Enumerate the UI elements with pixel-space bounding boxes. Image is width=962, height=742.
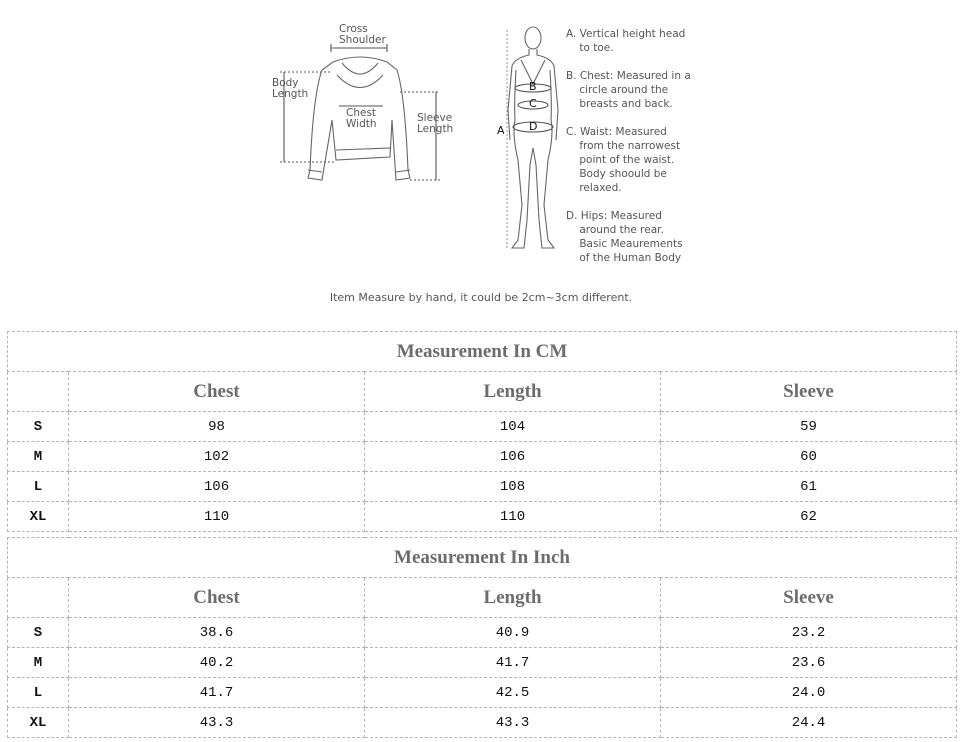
measurement-diagram [0, 0, 962, 325]
chest-cell: 40.2 [69, 648, 365, 678]
sleeve-cell: 59 [661, 412, 957, 442]
sleeve-cell: 24.4 [661, 708, 957, 738]
marker-a: A [497, 124, 505, 137]
cm-header-blank [8, 372, 69, 412]
cm-table-title: Measurement In CM [8, 332, 957, 372]
body-length-label: Body Length [272, 77, 309, 100]
cross-shoulder-label: Cross Shoulder [339, 23, 386, 46]
size-cell: M [8, 648, 69, 678]
chest-cell: 38.6 [69, 618, 365, 648]
table-row [8, 708, 957, 738]
length-cell: 104 [365, 412, 661, 442]
marker-d: D [529, 120, 538, 133]
inch-table-title: Measurement In Inch [8, 538, 957, 578]
table-row [8, 502, 957, 532]
definition-d: D. Hips: Measured around the rear. Basic Meaurements of the Human Body [566, 210, 683, 264]
table-row [8, 412, 957, 442]
sleeve-cell: 24.0 [661, 678, 957, 708]
marker-b: B [529, 80, 537, 93]
inch-header-chest: Chest [69, 578, 365, 618]
length-cell: 108 [365, 472, 661, 502]
inch-header-length: Length [365, 578, 661, 618]
definition-a: A. Vertical height head to toe. [566, 28, 686, 54]
table-row [8, 442, 957, 472]
chest-cell: 110 [69, 502, 365, 532]
cm-size-table [7, 331, 957, 532]
diagram-illustration [0, 0, 962, 325]
length-cell: 42.5 [365, 678, 661, 708]
size-cell: M [8, 442, 69, 472]
size-cell: S [8, 618, 69, 648]
inch-header-blank [8, 578, 69, 618]
table-row [8, 678, 957, 708]
measure-note: Item Measure by hand, it could be 2cm~3cm different. [329, 291, 633, 304]
sleeve-length-label: Sleeve Length [417, 112, 454, 135]
marker-c: C [529, 97, 537, 110]
table-row [8, 618, 957, 648]
sleeve-cell: 61 [661, 472, 957, 502]
cm-header-chest: Chest [69, 372, 365, 412]
sleeve-cell: 60 [661, 442, 957, 472]
chest-width-label: Chest Width [346, 107, 377, 130]
size-cell: L [8, 678, 69, 708]
chest-cell: 41.7 [69, 678, 365, 708]
body-figure-drawing [508, 27, 558, 248]
definition-b: B. Chest: Measured in a circle around the breasts and back. [566, 70, 691, 110]
chest-cell: 106 [69, 472, 365, 502]
length-cell: 110 [365, 502, 661, 532]
chest-cell: 43.3 [69, 708, 365, 738]
definition-c: C. Waist: Measured from the narrowest point of the waist. Body shoould be relaxed. [566, 126, 681, 194]
inch-header-row [8, 578, 957, 618]
cm-header-sleeve: Sleeve [661, 372, 957, 412]
sleeve-cell: 62 [661, 502, 957, 532]
sleeve-cell: 23.6 [661, 648, 957, 678]
length-cell: 41.7 [365, 648, 661, 678]
cm-header-row [8, 372, 957, 412]
table-row [8, 648, 957, 678]
size-cell: L [8, 472, 69, 502]
inch-header-sleeve: Sleeve [661, 578, 957, 618]
table-row [8, 472, 957, 502]
chest-cell: 98 [69, 412, 365, 442]
sleeve-cell: 23.2 [661, 618, 957, 648]
size-cell: XL [8, 502, 69, 532]
length-cell: 43.3 [365, 708, 661, 738]
size-cell: XL [8, 708, 69, 738]
length-cell: 40.9 [365, 618, 661, 648]
inch-size-table [7, 537, 957, 738]
chest-cell: 102 [69, 442, 365, 472]
cm-header-length: Length [365, 372, 661, 412]
length-cell: 106 [365, 442, 661, 472]
size-cell: S [8, 412, 69, 442]
